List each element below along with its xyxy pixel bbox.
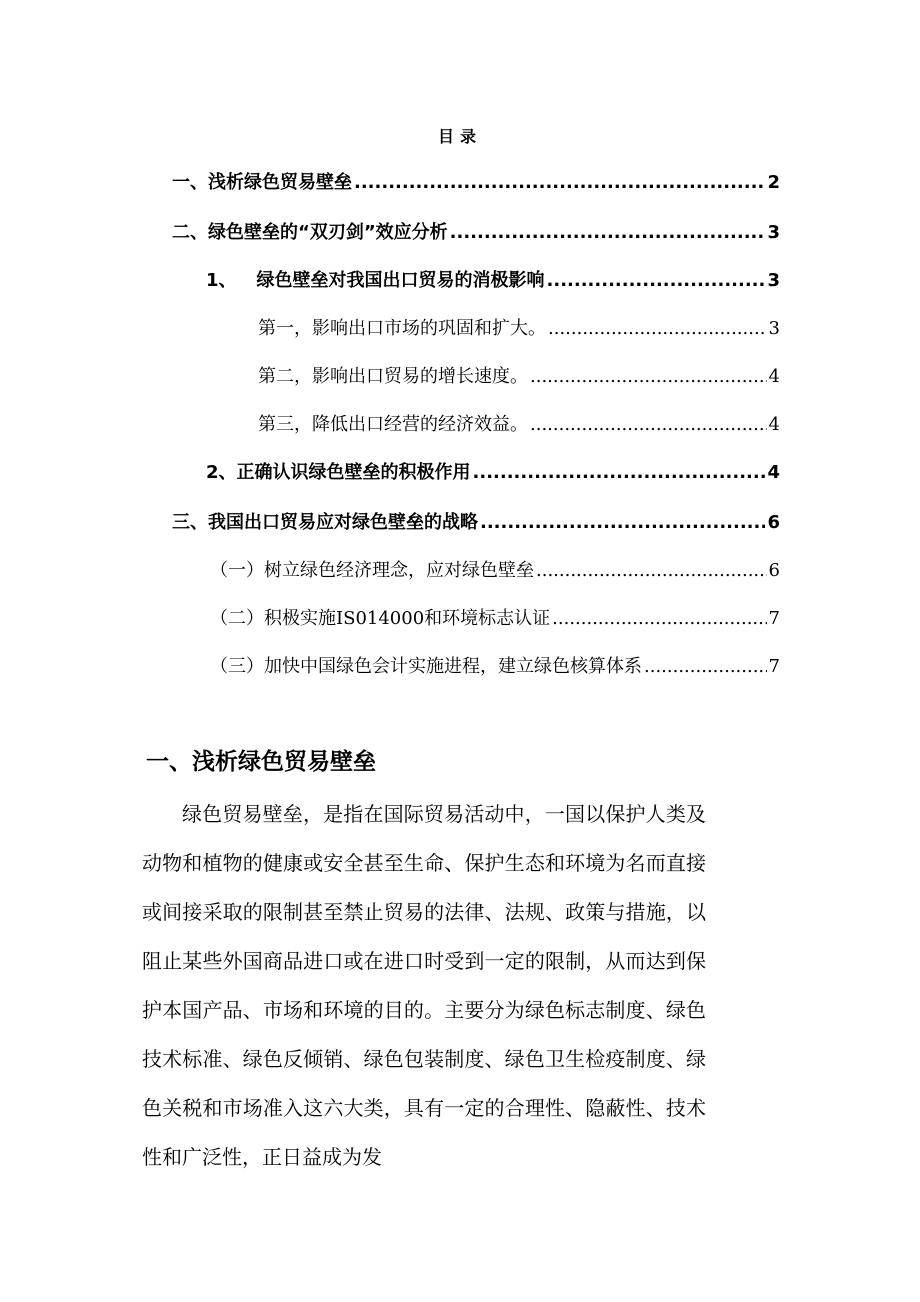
toc-entry-text: 第三，降低出口经营的经济效益。 — [258, 414, 528, 435]
toc-leader — [473, 456, 766, 490]
toc-entry[interactable] — [210, 554, 780, 588]
toc-entry-page: 4 — [767, 462, 780, 483]
toc-entry[interactable] — [210, 650, 780, 684]
toc-leader — [552, 602, 766, 636]
toc-entry-page: 3 — [767, 222, 780, 243]
toc-entry[interactable] — [206, 456, 780, 490]
section-heading: 一、浅析绿色贸易壁垒 — [146, 749, 376, 775]
toc-entry-text: 三、我国出口贸易应对绿色壁垒的战略 — [172, 512, 478, 533]
toc-entry-page: 7 — [768, 656, 780, 677]
toc-entry-page: 6 — [767, 512, 780, 533]
toc-entry[interactable] — [258, 360, 780, 394]
toc-leader — [450, 216, 766, 250]
toc-entry-page: 3 — [768, 318, 780, 339]
toc-leader — [644, 650, 767, 684]
toc-entry-page: 6 — [768, 560, 780, 581]
toc-entry-text: 2、正确认识绿色壁垒的积极作用 — [206, 462, 471, 483]
toc-entry[interactable] — [258, 408, 780, 442]
toc-entry-text: （一）树立绿色经济理念，应对绿色壁垒 — [210, 560, 534, 581]
toc-entry-number: 1、 — [206, 270, 237, 291]
toc-entry-label: 绿色壁垒对我国出口贸易的消极影响 — [256, 270, 545, 291]
toc-leader — [530, 360, 767, 394]
body-paragraph: 绿色贸易壁垒，是指在国际贸易活动中，一国以保护人类及动物和植物的健康或安全甚至生命、保护生态和环境为名而直接或间接采取的限制甚至禁止贸易的法律、法规、政策与措施，以阻止某些外国商品进口或在进口时受到一定的限制，从而达到保护本国产品、市场和环境的目的。主要分为绿色标志制度、绿色技术标准、绿色反倾销、绿色包装制度、绿色卫生检疫制度、绿色关税和市场准入这六大类，具有一定的合理性、隐蔽性、技术性和广泛性，正日益成为发 — [142, 802, 706, 1169]
toc-entry[interactable] — [210, 602, 780, 636]
toc-entry-text: 第二，影响出口贸易的增长速度。 — [258, 366, 528, 387]
toc-entry[interactable] — [172, 166, 780, 200]
toc-leader — [548, 312, 767, 346]
toc-entry-text: 二、绿色壁垒的“双刃剑”效应分析 — [172, 222, 448, 243]
toc-title: 目录 — [437, 127, 482, 146]
toc-entry-page: 7 — [768, 608, 780, 629]
toc-leader — [354, 166, 765, 200]
toc-entry[interactable] — [258, 312, 780, 346]
toc-entry[interactable] — [206, 264, 780, 298]
toc-entry-page: 4 — [768, 414, 780, 435]
toc-entry-text: （二）积极实施IS014000和环境标志认证 — [210, 608, 551, 629]
toc-entry-page: 2 — [767, 172, 780, 193]
toc-entry-text: （三）加快中国绿色会计实施进程，建立绿色核算体系 — [210, 656, 642, 677]
toc-entry-page: 4 — [768, 366, 780, 387]
toc-leader — [547, 264, 766, 298]
toc-entry-text — [206, 264, 545, 298]
toc-entry[interactable] — [172, 506, 780, 540]
toc-entry-text: 一、浅析绿色贸易壁垒 — [172, 172, 352, 193]
toc-entry-page: 3 — [767, 270, 780, 291]
toc-entry[interactable] — [172, 216, 780, 250]
toc-leader — [480, 506, 765, 540]
toc-leader — [530, 408, 767, 442]
toc-entry-text: 第一，影响出口市场的巩固和扩大。 — [258, 318, 546, 339]
toc-leader — [536, 554, 767, 588]
